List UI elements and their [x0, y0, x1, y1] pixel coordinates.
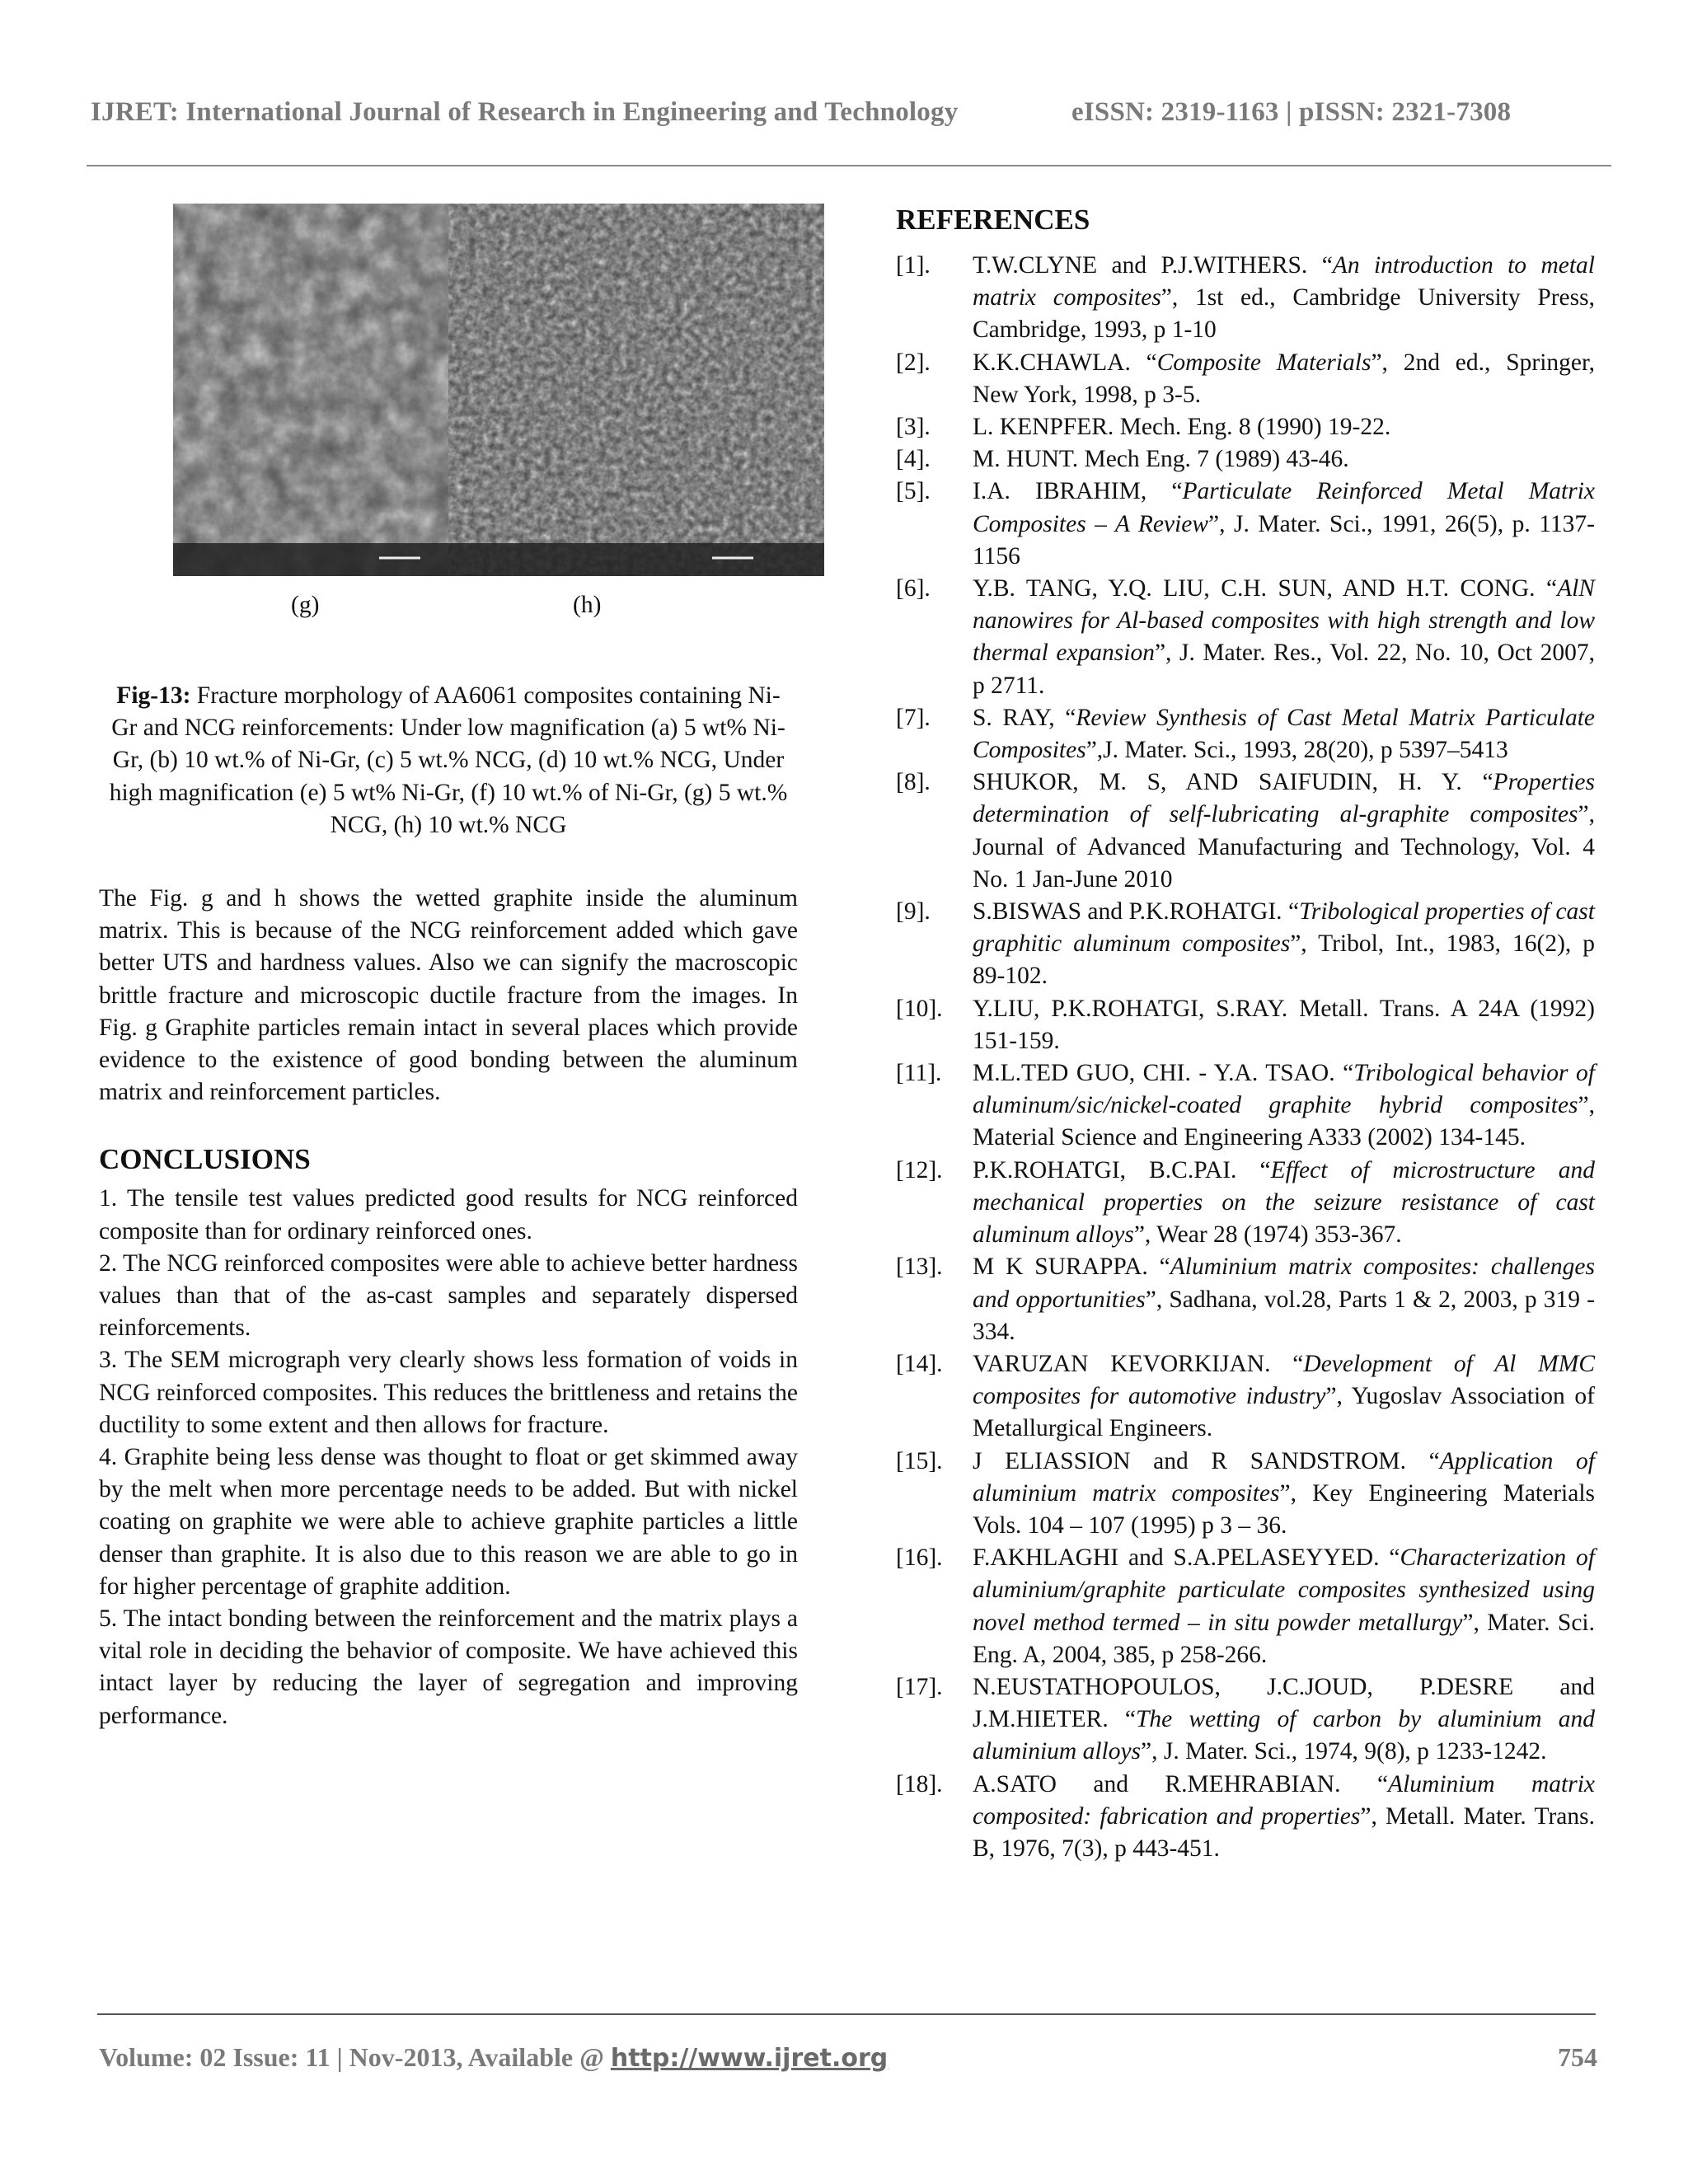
journal-header: [91, 97, 1599, 128]
reference-text: VARUZAN KEVORKIJAN. “: [973, 1350, 1304, 1377]
reference-number: [7].: [896, 704, 931, 731]
reference-number: [15].: [896, 1447, 943, 1474]
reference-title: Aluminium matrix composited: fabrication and properties: [973, 1770, 1595, 1830]
reference-number: [2].: [896, 349, 931, 376]
reference-text: A.SATO and R.MEHRABIAN. “: [973, 1770, 1389, 1797]
reference-source: ”, Material Science and Engineering A333 (2002) 134-145.: [973, 1092, 1595, 1151]
reference-source: ”, 2nd ed., Springer, New York, 1998, p 3-5.: [973, 349, 1595, 408]
reference-source: ”, Wear 28 (1974) 353-367.: [1133, 1221, 1402, 1249]
reference-source: ”, 1st ed., Cambridge University Press, Cambridge, 1993, p 1-10: [973, 284, 1595, 344]
reference-title: Effect of microstructure and mechanical properties on the seizure resistance of cast aluminum alloys: [973, 1156, 1595, 1249]
reference-text: M K SURAPPA. “: [973, 1254, 1170, 1281]
reference-source: ”, J. Mater. Sci., 1991, 26(5), p. 1137-1156: [973, 510, 1595, 569]
reference-number: [11].: [896, 1060, 942, 1087]
reference-item: [896, 1542, 1595, 1671]
reference-title: Characterization of aluminium/graphite particulate composites synthesized using novel method termed – in situ powder metallurgy: [973, 1544, 1595, 1636]
reference-source: ”, Journal of Advanced Manufacturing and Technology, Vol. 4 No. 1 Jan-June 2010: [973, 801, 1595, 893]
reference-number: [8].: [896, 769, 931, 796]
reference-number: [14].: [896, 1350, 943, 1377]
reference-text: Y.LIU, P.K.ROHATGI, S.RAY. Metall. Trans. A 24A (1992) 151-159.: [973, 995, 1595, 1054]
page-footer: [99, 2042, 1597, 2073]
reference-text: N.EUSTATHOPOULOS, J.C.JOUD, P.DESRE and J.M.HIETER. “: [973, 1673, 1595, 1733]
issn-text: eISSN: 2319-1163 | pISSN: 2321-7308: [1071, 97, 1512, 127]
references-heading: REFERENCES: [896, 204, 1090, 236]
reference-source: ”, Yugoslav Association of Metallurgical Engineers.: [973, 1383, 1595, 1442]
reference-text: L. KENPFER. Mech. Eng. 8 (1990) 19-22.: [973, 414, 1391, 441]
reference-number: [13].: [896, 1254, 943, 1281]
left-column: [99, 202, 798, 1732]
reference-title: Composite Materials: [1156, 349, 1372, 376]
reference-title: The wetting of carbon by aluminium and aluminium alloys: [973, 1706, 1595, 1765]
reference-item: [896, 896, 1595, 993]
reference-item: [896, 1671, 1595, 1769]
footer-volume: Volume: 02 Issue: 11 | Nov-2013, Available @: [99, 2042, 611, 2072]
journal-name: IJRET: International Journal of Research in Engineering and Technology: [91, 97, 959, 127]
conclusion-item: 2. The NCG reinforced composites were able to achieve better hardness values than that of the as-cast samples and separately dispersed reinforcements.: [99, 1249, 798, 1342]
reference-number: [5].: [896, 478, 931, 505]
reference-number: [1].: [896, 252, 931, 279]
reference-item: [896, 573, 1595, 702]
reference-source: ”, J. Mater. Res., Vol. 22, No. 10, Oct 2007, p 2711.: [973, 640, 1595, 699]
reference-item: [896, 411, 1595, 443]
reference-text: M. HUNT. Mech Eng. 7 (1989) 43-46.: [973, 446, 1349, 473]
reference-source: ”, Sadhana, vol.28, Parts 1 & 2, 2003, p 319 - 334.: [973, 1286, 1596, 1345]
reference-item: [896, 1057, 1595, 1155]
reference-item: [896, 250, 1595, 347]
footer-rule: [97, 2013, 1596, 2015]
reference-item: [896, 1769, 1595, 1866]
reference-title: Application of aluminium matrix composites: [973, 1447, 1595, 1507]
reference-source: ”, Metall. Mater. Trans. B, 1976, 7(3), p 443-451.: [973, 1802, 1595, 1862]
conclusions-heading: CONCLUSIONS: [99, 1143, 311, 1176]
reference-item: [896, 1446, 1595, 1543]
reference-source: ”, Key Engineering Materials Vols. 104 – 107 (1995) p 3 – 36.: [973, 1479, 1595, 1539]
sem-figure: [99, 202, 798, 581]
reference-item: [896, 443, 1595, 476]
reference-title: Development of Al MMC composites for automotive industry: [973, 1350, 1595, 1410]
conclusion-item: 3. The SEM micrograph very clearly shows less formation of voids in NCG reinforced composites. This reduces the brittleness and retains the ductility to some extent and then allows for fracture.: [99, 1347, 798, 1438]
reference-text: SHUKOR, M. S, AND SAIFUDIN, H. Y. “: [973, 769, 1493, 796]
sem-image-h: [448, 204, 824, 576]
reference-title: Review Synthesis of Cast Metal Matrix Particulate Composites: [973, 704, 1595, 764]
reference-number: [16].: [896, 1544, 943, 1572]
reference-source: ”, Tribol, Int., 1983, 16(2), p 89-102.: [973, 930, 1595, 990]
reference-number: [10].: [896, 995, 943, 1022]
reference-title: An introduction to metal matrix composites: [973, 252, 1595, 312]
references-list: [896, 250, 1595, 1865]
reference-title: AlN nanowires for Al-based composites with high strength and low thermal expansion: [973, 575, 1595, 667]
reference-number: [18].: [896, 1770, 943, 1797]
reference-item: [896, 1155, 1595, 1252]
reference-number: [6].: [896, 575, 931, 602]
reference-number: [3].: [896, 414, 931, 441]
panel-label-g: (g): [291, 592, 320, 618]
reference-text: S.BISWAS and P.K.ROHATGI. “: [973, 898, 1300, 926]
reference-title: Tribological properties of cast graphitic aluminum composites: [973, 898, 1595, 958]
header-rule: [87, 165, 1611, 166]
reference-item: [896, 702, 1595, 766]
reference-title: Particulate Reinforced Metal Matrix Composites – A Review: [973, 478, 1595, 537]
reference-item: [896, 766, 1595, 896]
reference-number: [17].: [896, 1673, 943, 1700]
reference-text: J ELIASSION and R SANDSTROM. “: [973, 1447, 1440, 1474]
conclusions-list: [99, 1183, 798, 1732]
sem-image-g: [173, 204, 448, 576]
reference-text: I.A. IBRAHIM, “: [973, 478, 1183, 505]
reference-text: Y.B. TANG, Y.Q. LIU, C.H. SUN, AND H.T. CONG. “: [973, 575, 1558, 602]
reference-text: F.AKHLAGHI and S.A.PELASEYYED. “: [973, 1544, 1400, 1572]
reference-item: [896, 1348, 1595, 1446]
reference-number: [9].: [896, 898, 931, 926]
reference-number: [4].: [896, 446, 931, 473]
caption-label: Fig-13:: [116, 682, 191, 709]
panel-label-h: (h): [573, 592, 602, 618]
page-number: 754: [1558, 2042, 1597, 2072]
reference-text: P.K.ROHATGI, B.C.PAI. “: [973, 1156, 1271, 1183]
reference-text: M.L.TED GUO, CHI. - Y.A. TSAO. “: [973, 1060, 1354, 1087]
reference-title: Properties determination of self-lubricating al-graphite composites: [973, 769, 1595, 828]
reference-item: [896, 1251, 1595, 1348]
body-paragraph: The Fig. g and h shows the wetted graphite inside the aluminum matrix. This is because of the NCG reinforcement added which gave better UTS and hardness values. Also we can signify the macroscopic brittle fracture and microscopic ductile fracture from the images. In Fig. g Graphite particles remain intact in several places which provide evidence to the existence of good bonding between the aluminum matrix and reinforcement particles.: [99, 885, 798, 1106]
reference-item: [896, 993, 1595, 1057]
reference-source: ”,J. Mater. Sci., 1993, 28(20), p 5397–5413: [1085, 737, 1508, 764]
reference-source: ”, Mater. Sci. Eng. A, 2004, 385, p 258-266.: [973, 1609, 1595, 1668]
reference-title: Aluminium matrix composites: challenges and opportunities: [973, 1254, 1596, 1313]
reference-text: K.K.CHAWLA. “: [973, 349, 1157, 376]
journal-link[interactable]: http://www.ijret.org: [610, 2044, 889, 2073]
reference-title: Tribological behavior of aluminum/sic/nickel-coated graphite hybrid composites: [973, 1060, 1595, 1119]
conclusion-item: 1. The tensile test values predicted good results for NCG reinforced composite than for ordinary reinforced ones.: [99, 1185, 798, 1244]
right-column: [896, 202, 1595, 1865]
figure-caption: [99, 680, 798, 841]
reference-item: [896, 476, 1595, 573]
conclusion-item: 5. The intact bonding between the reinforcement and the matrix plays a vital role in deciding the behavior of composite. We have achieved this intact layer by reducing the layer of segregation and improving performance.: [99, 1605, 798, 1729]
reference-item: [896, 347, 1595, 411]
panel-labels: [99, 589, 798, 639]
reference-source: ”, J. Mater. Sci., 1974, 9(8), p 1233-1242.: [1141, 1738, 1547, 1765]
conclusion-item: 4. Graphite being less dense was thought to float or get skimmed away by the melt when more percentage needs to be added. But with nickel coating on graphite we were able to achieve graphite particles a little denser than graphite. It is also due to this reason we are able to go in for higher percentage of graphite addition.: [99, 1444, 798, 1600]
caption-text: Fracture morphology of AA6061 composites containing Ni-Gr and NCG reinforcements: Under low magnification (a) 5 wt% Ni-Gr, (b) 10 wt.% of Ni-Gr, (c) 5 wt.% NCG, (d) 10 wt.% NCG, Under high magnification (e) 5 wt% Ni-Gr, (f) 10 wt.% of Ni-Gr, (g) 5 wt.% NCG, (h) 10 wt.% NCG: [109, 682, 788, 838]
reference-text: S. RAY, “: [973, 704, 1076, 731]
reference-text: T.W.CLYNE and P.J.WITHERS. “: [973, 252, 1333, 279]
reference-number: [12].: [896, 1156, 943, 1183]
